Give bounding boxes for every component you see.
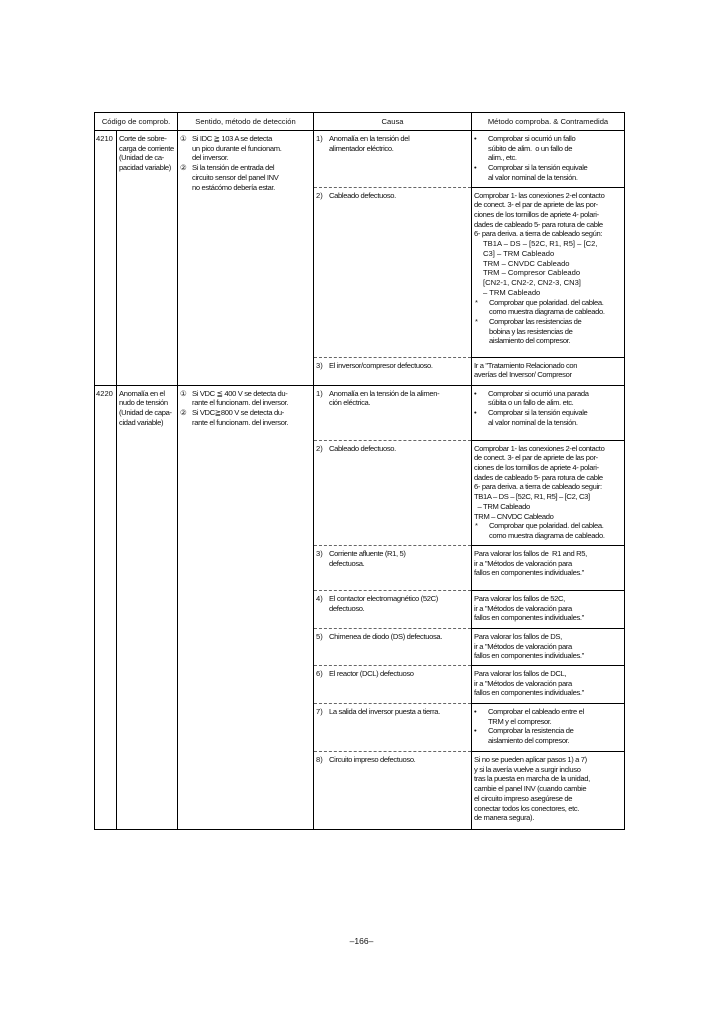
text-line: y si la avería vuelve a surgir incluso: [474, 764, 581, 774]
method-text: [488, 707, 622, 726]
method-text: [488, 408, 622, 427]
table-row: [95, 385, 625, 440]
page-number: –166–: [349, 936, 374, 946]
cause-item: [316, 191, 469, 201]
text-line: Circuito impreso defectuoso.: [329, 754, 416, 764]
text-line: de manera segura).: [474, 813, 534, 823]
asterisk-icon: *: [475, 521, 478, 531]
text-line: súbito de alim. o un fallo de: [488, 143, 573, 153]
text-line: Corte de sobre-: [119, 134, 167, 143]
method-text: [474, 444, 622, 522]
method-text: [474, 191, 622, 240]
cause-number: 2): [316, 190, 323, 200]
bullet-icon: •: [474, 706, 477, 716]
text-line: Si no se pueden aplicar pasos 1) a 7): [474, 754, 587, 764]
cause-number: 1): [316, 388, 323, 398]
method-text: [489, 298, 622, 317]
method-text: [488, 134, 622, 163]
method-cell: [472, 187, 625, 357]
method-text: [489, 317, 622, 346]
cause-cell: [314, 357, 472, 385]
text-line: no estácómo debería estar.: [192, 182, 275, 192]
bullet-item: [474, 707, 622, 726]
text-line: Comprobar 1- las conexiones 2-el contacto: [474, 190, 605, 200]
cause-cell: [314, 628, 472, 665]
method-cell: [472, 131, 625, 188]
text-line: TRM – Compresor Cableado: [483, 268, 581, 278]
cause-text: [329, 669, 469, 679]
error-name: [117, 385, 178, 829]
text-line: ir a "Métodos de valoración para: [474, 558, 572, 568]
text-line: circuito sensor del panel INV: [192, 172, 279, 182]
bullet-icon: •: [474, 408, 477, 418]
text-line: Chimenea de diodo (DS) defectuosa.: [329, 631, 443, 641]
method-text: [488, 726, 622, 745]
cause-number: 1): [316, 134, 323, 143]
bullet-item: [474, 726, 622, 745]
asterisk-icon: *: [475, 316, 478, 326]
detection-text: [192, 389, 311, 408]
cause-item: [316, 361, 469, 371]
table-body: [95, 131, 625, 830]
text-line: pacidad variable): [119, 163, 171, 173]
cause-cell: [314, 385, 472, 440]
cause-number: 3): [316, 548, 323, 558]
text-line: El reactor (DCL) defectuoso: [329, 668, 414, 678]
detection-item: [180, 134, 311, 163]
asterisk-icon: *: [475, 297, 478, 307]
text-line: alim., etc.: [488, 153, 517, 163]
method-cell: [472, 703, 625, 751]
text-line: un pico durante el funcionam.: [192, 143, 282, 153]
cause-cell: [314, 440, 472, 545]
bullet-item: [474, 408, 622, 427]
method-cell: [472, 665, 625, 703]
text-line: 6- para deriva. a tierra de cableado según:: [474, 229, 603, 239]
text-line: Si VDC ≦ 400 V se detecta du-: [192, 388, 288, 398]
cause-item: [316, 444, 469, 454]
detection-text: [192, 163, 311, 182]
text-line: Corriente afluente (R1, 5): [329, 548, 406, 558]
method-text: [474, 361, 622, 380]
cause-text: [329, 632, 469, 642]
cause-number: 8): [316, 754, 323, 764]
table-row: [95, 131, 625, 188]
cause-cell: [314, 545, 472, 590]
text-line: C3] – TRM Cableado: [483, 248, 555, 258]
text-line: ción eléctrica.: [329, 398, 371, 408]
detection-method: [178, 131, 314, 386]
text-line: El inversor/compresor defectuoso.: [329, 360, 433, 370]
text-line: fallos en componentes individuales.": [474, 651, 584, 661]
text-line: de conect. 3- el par de apriete de las por-: [474, 200, 598, 210]
cause-item: [316, 755, 469, 765]
method-text: [489, 521, 622, 540]
cause-item: [316, 549, 469, 568]
text-line: alimentador eléctrico.: [329, 143, 394, 153]
error-code: 4220: [95, 385, 117, 829]
text-line: Comprobar si la tensión equivale: [488, 408, 588, 418]
text-line: del inversor.: [192, 153, 229, 163]
text-line: 6- para deriva. a tierra de cableado seguir:: [474, 482, 602, 492]
text-line: TRM y el compresor.: [488, 716, 552, 726]
text-line: fallos en componentes individuales.": [474, 568, 584, 578]
detection-item: [180, 163, 311, 182]
text-line: Si la tensión de entrada del: [192, 163, 275, 173]
bullet-item: [474, 134, 622, 163]
text-line: Comprobar si la tensión equivale: [488, 163, 588, 173]
method-text: [474, 755, 622, 823]
text-line: (Unidad de ca-: [119, 153, 164, 163]
cause-item: [316, 594, 469, 613]
detection-text: [192, 183, 311, 193]
text-line: ir a "Métodos de valoración para: [474, 641, 572, 651]
text-line: Si VDC≧800 V se detecta du-: [192, 408, 284, 418]
cause-text: [329, 389, 469, 408]
text-line: nudo de tensión: [119, 398, 168, 408]
text-line: Anomalía en la tensión de la alimen-: [329, 388, 440, 398]
detection-number: [180, 183, 192, 193]
text-line: Cableado defectuoso.: [329, 443, 396, 453]
detection-method: [178, 385, 314, 829]
text-line: La salida del inversor puesta a tierra.: [329, 706, 440, 716]
bullet-item: [474, 389, 622, 408]
text-line: al valor nominal de la tensión.: [488, 417, 578, 427]
text-line: Comprobar las resistencias de: [489, 316, 582, 326]
method-cell: [472, 628, 625, 665]
text-line: dades de cableado 5- para rotura de cable: [474, 219, 603, 229]
cause-text: [329, 755, 469, 765]
text-line: rante el funcionam. del inversor.: [192, 417, 289, 427]
detection-number: ①: [180, 388, 187, 398]
header-method: Método comproba. & Contramedida: [472, 113, 625, 131]
troubleshooting-table: [94, 112, 625, 830]
note-item: [474, 317, 622, 346]
cause-item: [316, 707, 469, 717]
text-line: de conect. 3- el par de apriete de las por-: [474, 453, 598, 463]
text-line: aislamiento del compresor.: [489, 336, 571, 346]
text-line: fallos en componentes individuales.": [474, 613, 584, 623]
cause-text: [329, 549, 469, 568]
text-line: defectuoso.: [329, 603, 365, 613]
text-line: TRM – CNVDC Cableado: [483, 258, 570, 268]
text-line: fallos en componentes individuales.": [474, 688, 584, 698]
text-line: al valor nominal de la tensión.: [488, 172, 578, 182]
detection-text: [192, 408, 311, 427]
cause-text: [329, 134, 469, 153]
text-line: Comprobar el cableado entre el: [488, 706, 584, 716]
text-line: dades de cableado 5- para rotura de cable: [474, 472, 603, 482]
bullet-item: [474, 163, 622, 182]
text-line: TRM – CNVDC Cableado: [474, 511, 554, 521]
text-line: Comprobar que polaridad. del cablea.: [489, 521, 604, 531]
header-detection: Sentido, método de detección: [178, 113, 314, 131]
method-cell: [472, 385, 625, 440]
bullet-icon: •: [474, 388, 477, 398]
cause-number: 3): [316, 360, 323, 370]
text-line: – TRM Cableado: [474, 501, 530, 511]
method-cell: [472, 357, 625, 385]
text-line: el circuito impreso asegúrese de: [474, 793, 573, 803]
text-line: [CN2-1, CN2-2, CN2-3, CN3]: [483, 278, 581, 288]
cause-number: 2): [316, 443, 323, 453]
cause-cell: [314, 590, 472, 628]
text-line: ir a "Métodos de valoración para: [474, 603, 572, 613]
bullet-icon: •: [474, 163, 477, 173]
header-check-code: Código de comprob.: [95, 113, 178, 131]
text-line: cidad variable): [119, 417, 164, 427]
text-line: tras la puesta en marcha de la unidad,: [474, 774, 590, 784]
text-line: Si IDC ≧ 103 A se detecta: [192, 134, 272, 143]
method-cell: [472, 440, 625, 545]
bullet-icon: •: [474, 134, 477, 143]
cause-number: 5): [316, 631, 323, 641]
table-header-row: [95, 113, 625, 131]
method-text: [488, 163, 622, 182]
text-line: averías del Inversor/ Compresor: [474, 370, 572, 380]
text-line: Comprobar que polaridad. del cablea.: [489, 297, 604, 307]
cause-text: [329, 444, 469, 454]
cause-cell: [314, 751, 472, 829]
text-line: como muestra diagrama de cableado.: [489, 531, 605, 541]
method-cell: [472, 545, 625, 590]
method-text: [474, 669, 622, 698]
detection-item: [180, 408, 311, 427]
cause-item: [316, 389, 469, 408]
text-line: Comprobar si ocurrió una parada: [488, 388, 589, 398]
text-line: súbita o un fallo de alim. etc.: [488, 398, 574, 408]
method-text: [488, 389, 622, 408]
text-line: carga de corriente: [119, 143, 174, 153]
text-line: Cableado defectuoso.: [329, 190, 396, 200]
note-item: [474, 298, 622, 317]
cause-cell: [314, 703, 472, 751]
header-cause: Causa: [314, 113, 472, 131]
text-line: Anomalía en la tensión del: [329, 134, 410, 143]
cause-text: [329, 361, 469, 371]
cause-number: 4): [316, 593, 323, 603]
text-line: Comprobar 1- las conexiones 2-el contacto: [474, 443, 605, 453]
text-line: Para valorar los fallos de 52C,: [474, 593, 565, 603]
text-line: aislamiento del compresor.: [488, 736, 570, 746]
text-line: TB1A – DS – [52C, R1, R5] – [C2,: [483, 239, 598, 249]
method-text: [474, 594, 622, 623]
text-line: – TRM Cableado: [483, 287, 541, 297]
cause-item: [316, 669, 469, 679]
method-cell: [472, 751, 625, 829]
wiring-list: [474, 239, 622, 297]
text-line: rante el funcionam. del inversor.: [192, 398, 289, 408]
text-line: cambie el panel INV (cuando cambie: [474, 784, 587, 794]
note-item: [474, 521, 622, 540]
text-line: Para valorar los fallos de DCL,: [474, 668, 567, 678]
detection-item: [180, 183, 311, 193]
text-line: bobina y las resistencias de: [489, 326, 573, 336]
cause-cell: [314, 665, 472, 703]
text-line: Para valorar los fallos de R1 and R5,: [474, 548, 587, 558]
cause-cell: [314, 131, 472, 188]
text-line: Anomalía en el: [119, 388, 165, 398]
text-line: defectuosa.: [329, 558, 365, 568]
text-line: El contactor electromagnético (52C): [329, 593, 438, 603]
bullet-icon: •: [474, 726, 477, 736]
text-line: Comprobar la resistencia de: [488, 726, 574, 736]
text-line: Para valorar los fallos de DS,: [474, 631, 562, 641]
text-line: Comprobar si ocurrió un fallo: [488, 134, 576, 143]
cause-item: [316, 134, 469, 153]
text-line: TB1A – DS – [52C, R1, R5] – [C2, C3]: [474, 492, 590, 502]
cause-cell: [314, 187, 472, 357]
method-text: [474, 549, 622, 578]
text-line: (Unidad de capa-: [119, 408, 172, 418]
cause-text: [329, 707, 469, 717]
detection-number: ②: [180, 408, 187, 418]
text-line: Ir a "Tratamiento Relacionado con: [474, 360, 578, 370]
detection-item: [180, 389, 311, 408]
cause-item: [316, 632, 469, 642]
method-text: [474, 632, 622, 661]
detection-number: ①: [180, 134, 187, 143]
text-line: ciones de los tornillos de apriete 4- polari-: [474, 210, 599, 220]
method-cell: [472, 590, 625, 628]
text-line: ciones de los tornillos de apriete 4- polari-: [474, 463, 599, 473]
cause-text: [329, 191, 469, 201]
error-code: 4210: [95, 131, 117, 386]
cause-number: 7): [316, 706, 323, 716]
text-line: ir a "Métodos de valoración para: [474, 678, 572, 688]
cause-number: 6): [316, 668, 323, 678]
text-line: conectar todos los conectores, etc.: [474, 803, 580, 813]
error-name: [117, 131, 178, 386]
cause-text: [329, 594, 469, 613]
detection-text: [192, 134, 311, 163]
detection-number: ②: [180, 163, 187, 173]
text-line: como muestra diagrama de cableado.: [489, 307, 605, 317]
